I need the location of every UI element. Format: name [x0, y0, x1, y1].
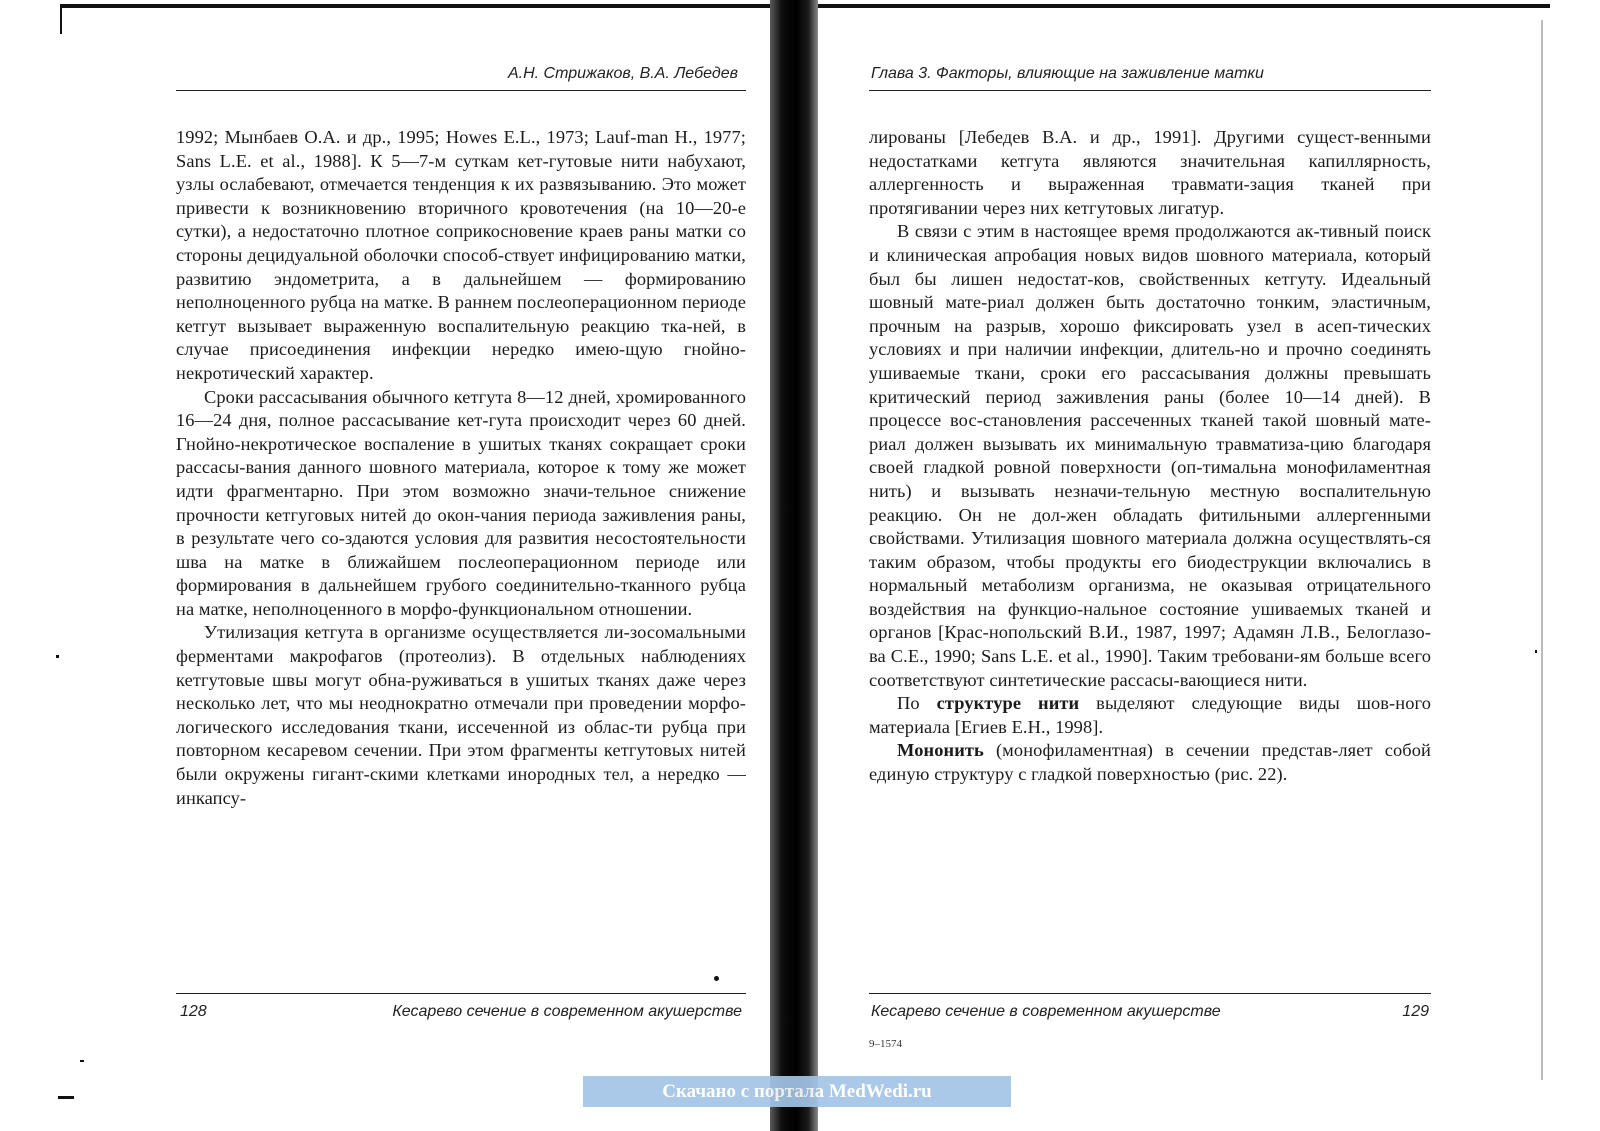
running-head: А.Н. Стрижаков, В.А. Лебедев: [176, 64, 746, 91]
bold-term: структуре нити: [936, 693, 1080, 714]
paragraph: 1992; Мынбаев О.А. и др., 1995; Howes E.L., 1973; Lauf-man H., 1977; Sans L.E. et al., 1988]. К 5—7-м суткам кет-гутовые нити набухают, узлы ослабевают, отмечается тенденция к их развязыванию. Это может привести к возникновению вторичного кровотечения (на 10—20-е сутки), а недостаточно плотное соприкосновение краев раны матки со стороны децидуальной оболочки способ-ствует инфицированию матки, развитию эндометрита, а в дальнейшем — формированию неполноценного рубца на матке. В раннем послеоперационном периоде кетгут вызывает выраженную воспалительную реакцию тка-ней, в случае присоединения инфекции нередко имею-щую гнойно-некротический характер.: [176, 127, 746, 383]
scan-speck: [1535, 650, 1537, 653]
paragraph: Утилизация кетгута в организме осуществляется ли-зосомальными ферментами макрофагов (протеолиз). В отдельных наблюдениях кетгутовые швы могут обна-руживаться в ушитых тканях даже через несколько лет, что мы неоднократно отмечали при проведении морфо-логического исследования ткани, иссеченной из облас-ти рубца при повторном кесаревом сечении. При этом фрагменты кетгутовых нитей были окружены гигант-скими клетками инородных тел, а нередко — инкапсу-: [176, 622, 746, 808]
left-page: [176, 0, 746, 1131]
body-text: [869, 126, 1431, 787]
page-number: 128: [180, 1003, 207, 1020]
footer-title: Кесарево сечение в современном акушерстве: [392, 1003, 742, 1020]
running-head: Глава 3. Факторы, влияющие на заживление матки: [869, 64, 1431, 91]
text-segment: По: [897, 693, 937, 714]
page-number: 129: [1402, 1003, 1429, 1020]
body-text: [176, 126, 746, 810]
bold-term: Мононить: [897, 740, 984, 761]
scan-edge: [60, 4, 62, 34]
page-footer: [869, 993, 1431, 1020]
right-page: [869, 0, 1431, 1131]
paragraph: Сроки рассасывания обычного кетгута 8—12 дней, хромированного 16—24 дня, полное рассасывание кет-гута происходит через 60 дней. Гнойно-некротическое воспаление в ушитых тканях сокращает сроки рассасы-вания данного шовного материала, которое к тому же может идти фрагментарно. При этом возможно значи-тельное снижение прочности кетгуговых нитей до окон-чания периода заживления раны, в результате чего со-здаются условия для развития несостоятельности шва на матке в ближайшем послеоперационном периоде или формирования в дальнейшем грубого соединительно-тканного рубца на матке, неполноценного в морфо-функциональном отношении.: [176, 386, 746, 619]
page-footer: [176, 993, 746, 1020]
watermark-banner: Скачано с портала MedWedi.ru: [583, 1076, 1011, 1107]
page-edge: [1541, 20, 1543, 1080]
scan-speck: [80, 1060, 84, 1062]
footer-title: Кесарево сечение в современном акушерстве: [871, 1003, 1221, 1020]
paragraph: [869, 692, 1431, 739]
book-spine: [770, 0, 818, 1131]
scan-speck: [58, 1096, 74, 1099]
ink-dot: [714, 976, 719, 981]
paragraph: [869, 220, 1431, 692]
scan-speck: [56, 655, 59, 658]
text-segment: выделяют следующие виды шов-ного материала [Егиев Е.Н., 1998].: [869, 693, 1431, 737]
text-segment: В связи с этим в настоящее время продолжаются ак-тивный поиск и клиническая апробация новых видов шовного материала, который был бы лишен недостат-ков, свойственных кетгуту. Идеальный шовный мате-риал должен быть достаточно тонким, эластичным, прочным на разрыв, хорошо фиксировать узел в асеп-тических условиях и при наличии инфекции, длитель-но и прочно соединять ушиваемые ткани, сроки его рассасывания должны превышать критический период заживления раны (более 10—14 дней). В процессе вос-становления рассеченных тканей такой шовный мате-риал должен вызывать их минимальную травматиза-цию благодаря своей гладкой ровной поверхности (оп-тимальна монофиламентная нить) и вызывать незначи-тельную местную воспалительную реакцию. Он не дол-жен обладать фитильными аллергенными свойствами. Утилизация шовного материала должна осуществлять-ся таким образом, чтобы продукты его биодеструкции включались в нормальный метаболизм организма, не оказывая отрицательного воздействия на функцио-нальное состояние ушиваемых тканей и органов [Крас-нопольский В.И., 1987, 1997; Адамян Л.В., Белоглазо-ва С.Е., 1990; Sans L.E. et al., 1990]. Таким требовани-ям больше всего соответствуют синтетические рассасы-вающиеся нити.: [869, 221, 1431, 690]
paragraph: [869, 739, 1431, 786]
signature-mark: 9–1574: [869, 1038, 902, 1050]
text-segment: (монофиламентная) в сечении представ-ляет собой единую структуру с гладкой поверхностью (рис. 22).: [869, 740, 1431, 785]
text-segment: лированы [Лебедев В.А. и др., 1991]. Другими сущест-венными недостатками кетгута являются значительная капиллярность, аллергенность и выраженная травмати-зация тканей при протягивании через них кетгутовых лигатур.: [869, 127, 1431, 218]
paragraph: [869, 126, 1431, 220]
